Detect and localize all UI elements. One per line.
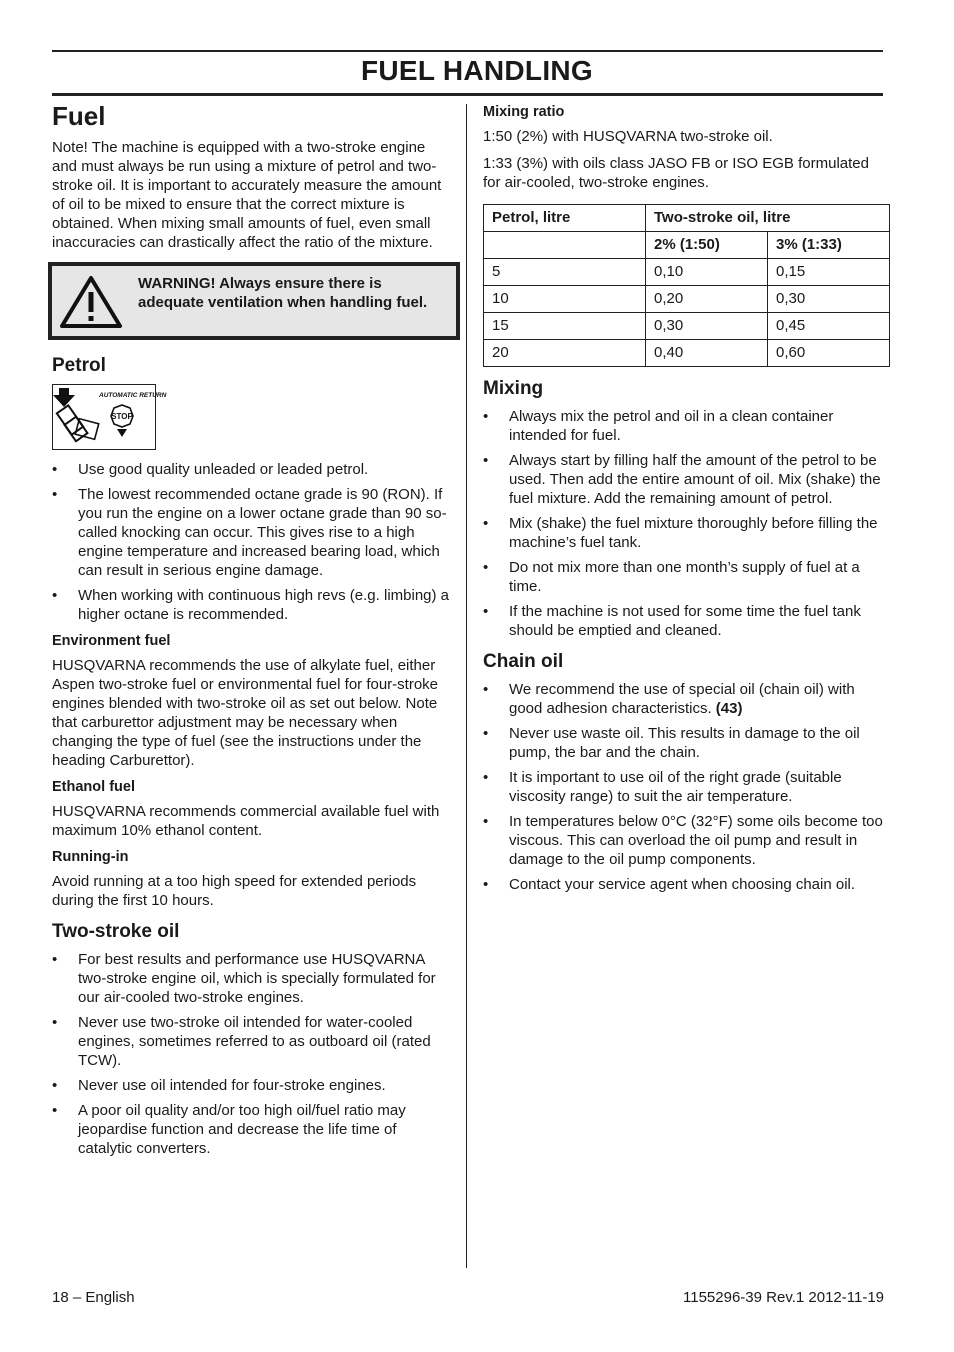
warning-text: WARNING! Always ensure there is adequate ventilation when handling fuel. <box>138 275 428 311</box>
list-item: • Always mix the petrol and oil in a clean container intended for fuel. <box>483 407 890 445</box>
table-header-row <box>484 205 890 232</box>
list-item: • A poor oil quality and/or too high oil/fuel ratio may jeopardise function and decrease the life time of catalytic converters. <box>52 1101 454 1158</box>
left-column <box>52 100 454 1164</box>
list-item: • It is important to use oil of the right grade (suitable viscosity range) to suit the air temperature. <box>483 768 890 806</box>
environment-fuel-heading: Environment fuel <box>52 633 171 649</box>
table-row <box>484 340 890 367</box>
figure-reference: (43) <box>715 700 743 717</box>
table-cell: 5 <box>484 259 646 286</box>
table-cell: 0,45 <box>768 313 890 340</box>
table-cell: 0,60 <box>768 340 890 367</box>
footer-document-id: 1155296-39 Rev.1 2012-11-19 <box>683 1289 884 1306</box>
table-cell: 0,20 <box>646 286 768 313</box>
mixing-ratio-heading: Mixing ratio <box>483 104 565 120</box>
mixing-ratio-line-2: 1:33 (3%) with oils class JASO FB or ISO EGB formulated for air-cooled, two-stroke engines. <box>483 155 869 191</box>
list-item: • If the machine is not used for some time the fuel tank should be emptied and cleaned. <box>483 602 890 640</box>
warning-triangle-icon <box>58 274 124 330</box>
list-item: • Contact your service agent when choosing chain oil. <box>483 875 890 894</box>
table-subheader-row <box>484 232 890 259</box>
table-cell: 0,15 <box>768 259 890 286</box>
table-subheader-3pct: 3% (1:33) <box>768 232 890 259</box>
fuel-note: Note! The machine is equipped with a two-stroke engine and must always be run using a mixture of petrol and two-stroke oil. It is important to accurately measure the amount of oil to be mixed to ensure that the correct mixture is obtained. When mixing small amounts of fuel, even small inaccuracies can drastically affect the ratio of the mixture. <box>52 139 442 251</box>
table-cell: 15 <box>484 313 646 340</box>
list-item: • Mix (shake) the fuel mixture thoroughly before filling the machine’s fuel tank. <box>483 514 890 552</box>
list-item: • Never use oil intended for four-stroke engines. <box>52 1076 454 1095</box>
automatic-return-stop-symbol <box>52 384 167 450</box>
petrol-list <box>52 460 454 624</box>
list-item: • Never use waste oil. This results in damage to the oil pump, the bar and the chain. <box>483 724 890 762</box>
table-cell: 0,10 <box>646 259 768 286</box>
table-cell: 10 <box>484 286 646 313</box>
list-item: • The lowest recommended octane grade is 90 (RON). If you run the engine on a lower octane grade than 90 so-called knocking can occur. This gives rise to a high engine temperature and increased bearing load, which can result in serious engine damage. <box>52 485 454 580</box>
table-cell: 20 <box>484 340 646 367</box>
header-bottom-rule <box>52 93 883 96</box>
table-subheader-2pct: 2% (1:50) <box>646 232 768 259</box>
list-item: • Do not mix more than one month’s supply of fuel at a time. <box>483 558 890 596</box>
table-header-petrol: Petrol, litre <box>484 205 646 232</box>
list-item: • For best results and performance use HUSQVARNA two-stroke engine oil, which is specially formulated for our air-cooled two-stroke engines. <box>52 950 454 1007</box>
list-item: • Always start by filling half the amount of the petrol to be used. Then add the entire amount of oil. Mix (shake) the fuel mixture. Add the remaining amount of petrol. <box>483 451 890 508</box>
mixing-ratio-table <box>483 204 890 367</box>
list-item: • When working with continuous high revs (e.g. limbing) a higher octane is recommended. <box>52 586 454 624</box>
header-top-rule <box>52 50 883 52</box>
ethanol-fuel-text: HUSQVARNA recommends commercial available fuel with maximum 10% ethanol content. <box>52 803 440 839</box>
two-stroke-oil-heading: Two-stroke oil <box>52 921 180 942</box>
chain-oil-heading: Chain oil <box>483 651 564 672</box>
table-row <box>484 259 890 286</box>
mixing-ratio-line-1: 1:50 (2%) with HUSQVARNA two-stroke oil. <box>483 128 773 145</box>
table-cell <box>484 232 646 259</box>
right-column <box>483 103 890 900</box>
petrol-heading: Petrol <box>52 355 106 376</box>
table-cell: 0,40 <box>646 340 768 367</box>
page-title: FUEL HANDLING <box>360 55 594 86</box>
list-item: • In temperatures below 0°C (32°F) some oils become too viscous. This can overload the oil pump and result in damage to the oil pump components. <box>483 812 890 869</box>
stop-label: STOP <box>111 412 133 421</box>
column-divider <box>466 104 467 1268</box>
ethanol-fuel-heading: Ethanol fuel <box>52 779 135 795</box>
fuel-cap-symbol-icon <box>53 385 167 449</box>
table-cell: 0,30 <box>646 313 768 340</box>
list-item: • Use good quality unleaded or leaded petrol. <box>52 460 454 479</box>
table-cell: 0,30 <box>768 286 890 313</box>
running-in-heading: Running-in <box>52 849 129 865</box>
chain-oil-bullet-text: We recommend the use of special oil (chain oil) with good adhesion characteristics. <box>509 681 855 717</box>
warning-box <box>48 262 460 340</box>
two-stroke-oil-list <box>52 950 454 1158</box>
fuel-heading: Fuel <box>52 101 106 131</box>
list-item <box>483 680 890 718</box>
chain-oil-list <box>483 680 890 894</box>
environment-fuel-text: HUSQVARNA recommends the use of alkylate fuel, either Aspen two-stroke fuel or environmental fuel for four-stroke engines blended with two-stroke oil as set out below. Note that carburettor adjustment may be necessary when changing the type of fuel (see the instructions under the heading Carburettor). <box>52 657 439 769</box>
mixing-list <box>483 407 890 640</box>
automatic-label: AUTOMATIC RETURN <box>99 392 167 399</box>
footer-page-number: 18 – English <box>52 1289 135 1306</box>
running-in-text: Avoid running at a too high speed for extended periods during the first 10 hours. <box>52 873 417 909</box>
table-row <box>484 313 890 340</box>
mixing-heading: Mixing <box>483 378 544 399</box>
list-item: • Never use two-stroke oil intended for water-cooled engines, sometimes referred to as outboard oil (rated TCW). <box>52 1013 454 1070</box>
table-row <box>484 286 890 313</box>
table-header-oil: Two-stroke oil, litre <box>646 205 890 232</box>
